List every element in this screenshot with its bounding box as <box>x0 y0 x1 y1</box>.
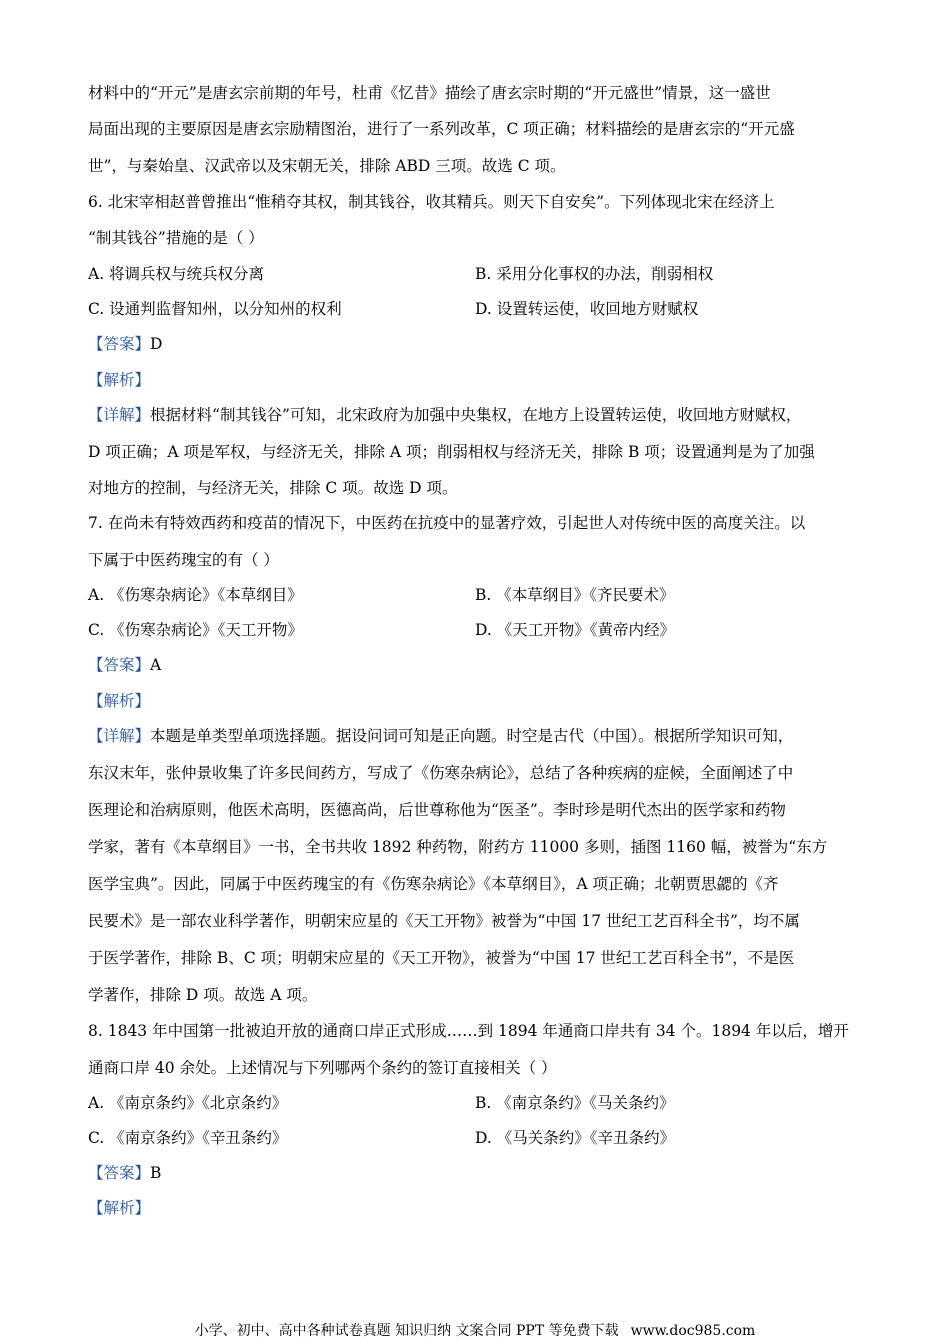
q8-option-a: A. 《南京条约》《北京条约》 <box>88 1094 288 1112</box>
q8-option-c: C. 《南京条约》《辛丑条约》 <box>88 1129 288 1147</box>
q5-detail-line: 局面出现的主要原因是唐玄宗励精图治，进行了一系列改革，C 项正确；材料描绘的是唐玄宗的“开元盛 <box>88 120 795 138</box>
answer-tag: 【答案】 <box>88 1164 151 1182</box>
q6-detail-line: 对地方的控制，与经济无关，排除 C 项。故选 D 项。 <box>88 479 458 497</box>
q8-answer <box>88 1163 161 1183</box>
q5-detail-line: 材料中的“开元”是唐玄宗前期的年号，杜甫《忆昔》描绘了唐玄宗时期的“开元盛世”情景，这一盛世 <box>88 84 771 102</box>
q7-analysis-tag: 【解析】 <box>88 692 151 710</box>
q7-detail-line: 学家，著有《本草纲目》一书，全书共收 1892 种药物，附药方 11000 多则，插图 1160 幅，被誉为“东方 <box>88 838 828 856</box>
footer <box>0 1322 950 1340</box>
q7-detail-line: 民要术》是一部农业科学著作，明朝宋应星的《天工开物》被誉为“中国 17 世纪工艺百科全书”，均不属 <box>88 912 800 930</box>
q7-detail-line: 医理论和治病原则，他医术高明，医德高尚，后世尊称他为“医圣”。李时珍是明代杰出的医学家和药物 <box>88 801 786 819</box>
footer-text: 小学、初中、高中各种试卷真题 知识归纳 文案合同 PPT 等免费下载 <box>194 1323 619 1339</box>
q6-detail-line: D 项正确；A 项是军权，与经济无关，排除 A 项；削弱相权与经济无关，排除 B 项；设置通判是为了加强 <box>88 443 815 461</box>
q6-stem: 6. 北宋宰相赵普曾推出“惟稍夺其权，制其钱谷，收其精兵。则天下自安矣”。下列体现北宋在经济上 <box>88 193 775 211</box>
q7-option-d: D. 《天工开物》《黄帝内经》 <box>475 621 675 639</box>
q6-analysis-tag: 【解析】 <box>88 371 151 389</box>
q7-option-a: A. 《伤寒杂病论》《本草纲目》 <box>88 586 303 604</box>
answer-value: B <box>150 1164 162 1182</box>
q8-option-d: D. 《马关条约》《辛丑条约》 <box>475 1129 675 1147</box>
q8-stem: 8. 1843 年中国第一批被迫开放的通商口岸正式形成……到 1894 年通商口岸共有 34 个。1894 年以后，增开 <box>88 1022 849 1040</box>
q8-option-b: B. 《南京条约》《马关条约》 <box>475 1094 675 1112</box>
q7-stem: 下属于中医药瑰宝的有（ ） <box>88 551 279 569</box>
q7-option-c: C. 《伤寒杂病论》《天工开物》 <box>88 621 303 639</box>
q8-analysis-tag: 【解析】 <box>88 1199 151 1217</box>
q7-option-b: B. 《本草纲目》《齐民要术》 <box>475 586 675 604</box>
q7-answer <box>88 655 161 675</box>
q6-option-b: B. 采用分化事权的办法，削弱相权 <box>475 265 714 283</box>
q6-option-d: D. 设置转运使，收回地方财赋权 <box>475 300 699 318</box>
answer-value: D <box>150 335 163 353</box>
q7-detail-line: 【详解】本题是单类型单项选择题。据设问词可知是正向题。时空是古代（中国）。根据所学知识可知， <box>88 727 794 745</box>
q7-detail-line: 东汉末年，张仲景收集了许多民间药方，写成了《伤寒杂病论》，总结了各种疾病的症候，全面阐述了中 <box>88 764 794 782</box>
q7-detail-line: 医学宝典”。因此，同属于中医药瑰宝的有《伤寒杂病论》《本草纲目》，A 项正确；北朝贾思勰的《齐 <box>88 875 779 893</box>
footer-site-link[interactable]: www.doc985.com <box>630 1323 756 1339</box>
q6-option-c: C. 设通判监督知州，以分知州的权利 <box>88 300 342 318</box>
q7-detail-line: 于医学著作，排除 B、C 项；明朝宋应星的《天工开物》，被誉为“中国 17 世纪工艺百科全书”，不是医 <box>88 949 795 967</box>
q6-option-a: A. 将调兵权与统兵权分离 <box>88 265 265 283</box>
answer-tag: 【答案】 <box>88 335 151 353</box>
detail-tag: 【详解】 <box>88 727 151 745</box>
q8-stem: 通商口岸 40 余处。上述情况与下列哪两个条约的签订直接相关（ ） <box>88 1059 557 1077</box>
q7-detail-line: 学著作，排除 D 项。故选 A 项。 <box>88 986 318 1004</box>
answer-value: A <box>150 656 162 674</box>
q7-stem: 7. 在尚未有特效西药和疫苗的情况下，中医药在抗疫中的显著疗效，引起世人对传统中医的高度关注。以 <box>88 514 806 532</box>
detail-tag: 【详解】 <box>88 406 151 424</box>
q6-detail-line: 【详解】根据材料“制其钱谷”可知，北宋政府为加强中央集权，在地方上设置转运使，收回地方财赋权， <box>88 406 802 424</box>
q6-stem: “制其钱谷”措施的是（ ） <box>88 229 264 247</box>
q6-answer <box>88 334 162 354</box>
q5-detail-line: 世”，与秦始皇、汉武帝以及宋朝无关，排除 ABD 三项。故选 C 项。 <box>88 157 566 175</box>
answer-tag: 【答案】 <box>88 656 151 674</box>
